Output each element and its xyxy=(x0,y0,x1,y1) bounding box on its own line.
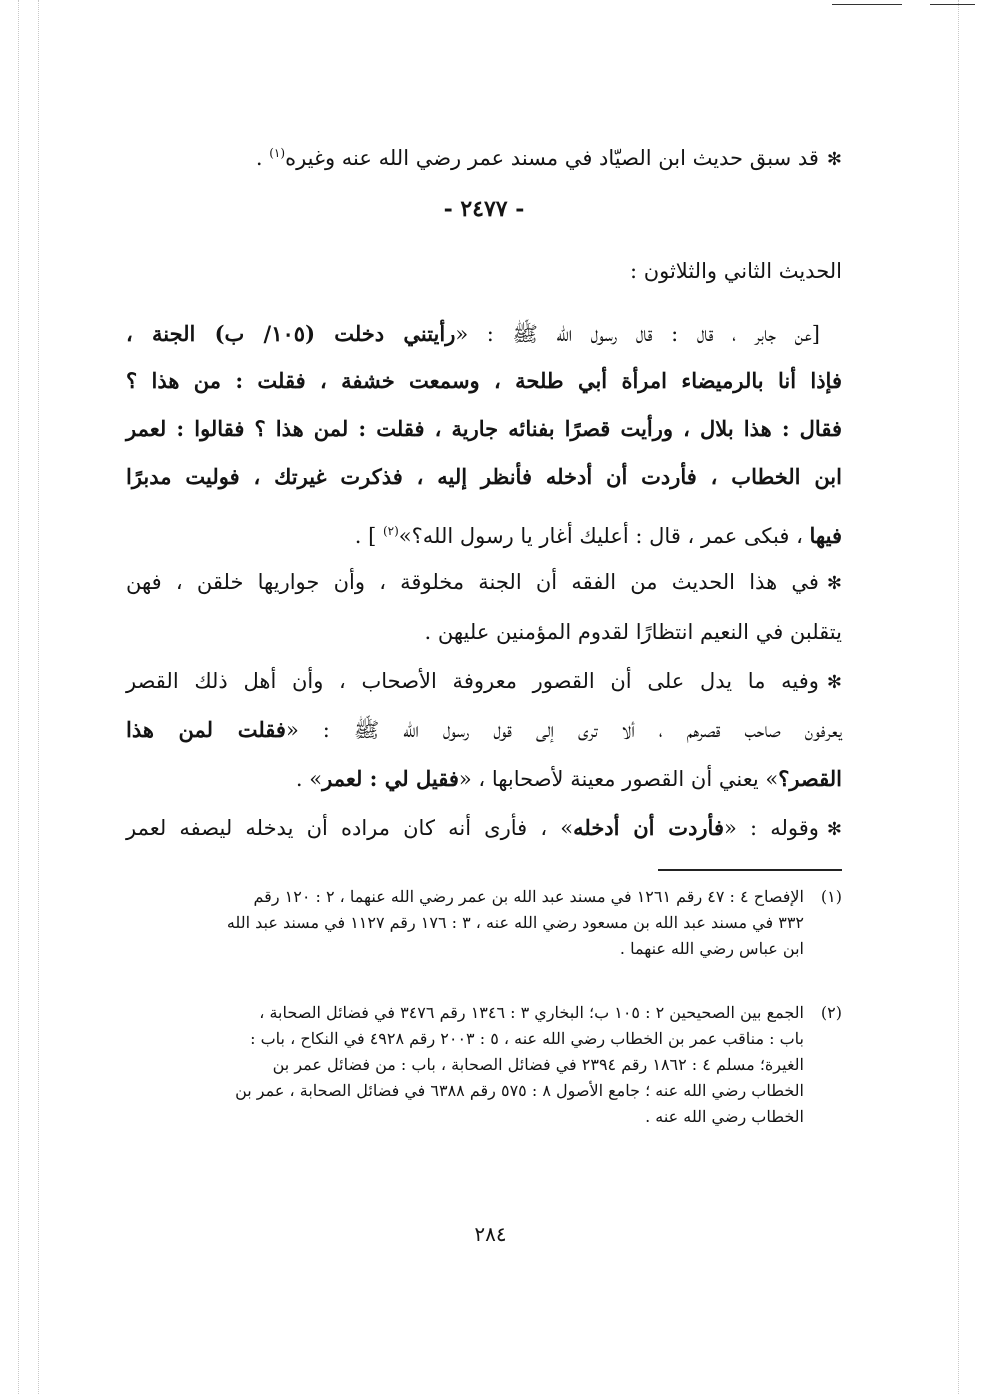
asterisk-icon: ✻ xyxy=(826,573,842,594)
hadith-number: - ٢٤٧٧ - xyxy=(443,196,525,222)
text-column xyxy=(126,0,842,1394)
fiqh-1-line-2: يتقلبن في النعيم انتظارًا لقدوم المؤمنين عليهن . xyxy=(424,620,842,644)
footnote-2: (٢)الجمع بين الصحيحين ٢ : ١٠٥ ب؛ البخاري ٣ : ١٣٤٦ رقم ٣٤٧٦ في فضائل الصحابة ، باب : مناقب عمر بن الخطاب رضي الله عنه ، ٥ : ٢٠٠٣ رقم ٤٩٢٨ في النكاح ، باب : الغيرة؛ مسلم ٤ : ١٨٦٢ رقم ٢٣٩٤ في فضائل الصحابة ، باب : من فضائل عمر بن الخطاب رضي الله عنه ؛ جامع الأصول ٨ : ٥٧٥ رقم ٦٣٨٨ في فضائل الصحابة ، عمر بن الخطاب رضي الله عنه . xyxy=(126,1000,842,1130)
asterisk-icon: ✻ xyxy=(826,819,842,840)
fiqh-2-line-1: ✻وفيه ما يدل على أن القصور معروفة الأصحاب ، وأن أهل ذلك القصر xyxy=(126,669,842,693)
footnote-1-label: (١) xyxy=(820,887,842,906)
footnote-1: (١)الإفصاح ٤ : ٤٧ رقم ١٢٦١ في مسند عبد الله بن عمر رضي الله عنهما ، ٢ : ١٢٠ رقم ٣٣٢ في مسند عبد الله بن مسعود رضي الله عنه ، ٣ : ١٧٦ رقم ١١٢٧ في مسند عبد الله ابن عباس رضي الله عنهما . xyxy=(126,884,842,962)
scan-edge-left-2 xyxy=(38,0,39,1394)
fiqh-1-line-1: ✻في هذا الحديث من الفقه أن الجنة مخلوقة ، وأن جواريها خلقن ، فهن xyxy=(126,570,842,594)
hadith-line-2: فإذا أنا بالرميضاء امرأة أبي طلحة ، وسمعت خشفة ، فقلت : من هذا ؟ xyxy=(126,368,842,393)
hadith-line-4: ابن الخطاب ، فأردت أن أدخله فأنظر إليه ، فذكرت غيرتك ، فوليت مدبرًا xyxy=(126,464,842,489)
intro-line: ✻قد سبق حديث ابن الصيّاد في مسند عمر رضي الله عنه وغيره$^{(١)}$ . xyxy=(255,146,842,170)
hadith-line-3: فقال : هذا بلال ، ورأيت قصرًا بفنائه جارية ، فقلت : لمن هذا ؟ فقالوا : لعمر xyxy=(126,416,842,441)
footnote-separator xyxy=(658,869,842,871)
hadith-line-1: [عن جابر ، قال : قال رسول الله ﷺ : «رأيتني دخلت (١٠٥/ ب) الجنة ، xyxy=(126,321,821,346)
fiqh-2-line-2: يعرفون صاحب قصرهم ، ألا ترى إلى قول رسول الله ﷺ : «فقلت لمن هذا xyxy=(126,717,842,742)
asterisk-icon: ✻ xyxy=(826,149,842,170)
scan-edge-right xyxy=(958,0,959,1394)
asterisk-icon: ✻ xyxy=(826,672,842,693)
footnote-ref-1[interactable]: (١) xyxy=(269,146,286,160)
top-rule-right xyxy=(930,4,975,5)
scan-edge-left xyxy=(18,0,19,1394)
top-rule-left xyxy=(832,4,902,5)
footnote-2-label: (٢) xyxy=(820,1003,842,1022)
footnote-ref-2[interactable]: (٢) xyxy=(382,524,399,538)
hadith-line-5: فيها ، فبكى عمر ، قال : أعليك أغار يا رسول الله؟»$^{(٢)}$ ] . xyxy=(354,523,842,548)
page-number: ٢٨٤ xyxy=(474,1222,507,1246)
hadith-title: الحديث الثاني والثلاثون : xyxy=(629,259,842,283)
fiqh-3-line-1: ✻وقوله : «فأردت أن أدخله» ، فأرى أنه كان مراده أن يدخله ليصفه لعمر xyxy=(126,815,842,840)
fiqh-2-line-3: القصر؟» يعني أن القصور معينة لأصحابها ، «فقيل لي : لعمر» . xyxy=(295,766,842,791)
